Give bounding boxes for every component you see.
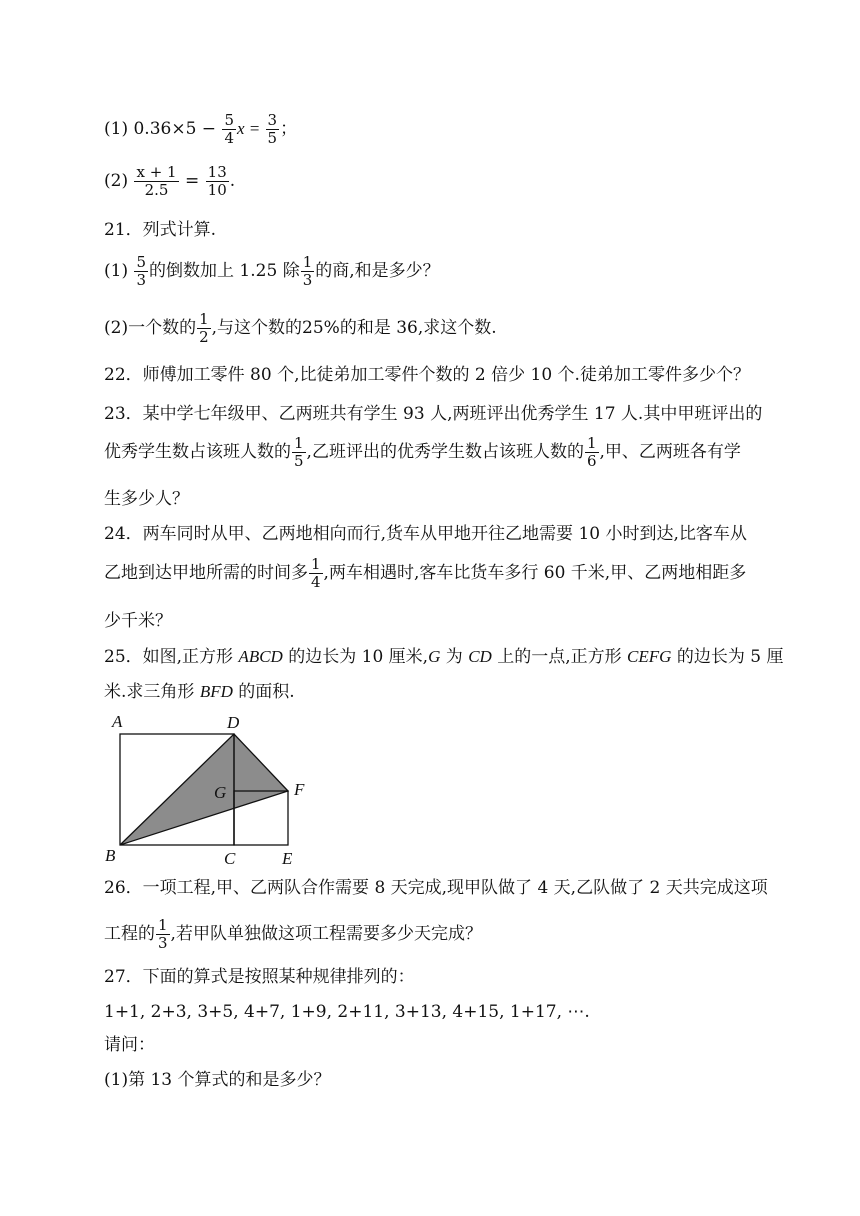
label-d: D: [227, 713, 240, 732]
geometry-figure: [100, 708, 330, 870]
q27-line4: (1)第 13 个算式的和是多少？: [104, 1070, 331, 1090]
label-f: F: [294, 780, 305, 799]
q23-line3: 生多少人？: [104, 489, 189, 509]
fraction: $\frac{13}{10}$: [207, 163, 227, 199]
label-e: E: [282, 849, 293, 868]
fraction: $\frac{1}{4}$: [311, 555, 321, 591]
fraction: $\frac{x + 1}{2.5}$: [136, 163, 177, 199]
q23-line2: 优秀学生数占该班人数的 $\frac{1}{5}$ ,乙班评出的优秀学生数占该班人数的 $\frac{1}{6}$ ,甲、乙两班各有学: [104, 434, 741, 470]
q27-line1: 27．下面的算式是按照某种规律排列的：: [104, 967, 415, 987]
label-g: G: [214, 783, 227, 802]
q21-part2: (2)一个数的 $\frac{1}{2}$ ,与这个数的25%的和是 36,求这个数.: [104, 310, 497, 346]
fraction: $\frac{1}{3}$: [302, 253, 313, 289]
triangle-bfd-shaded: [120, 734, 288, 845]
fraction: $\frac{5}{4}$: [224, 111, 234, 147]
q27-sequence: 1+1, 2+3, 3+5, 4+7, 1+9, 2+11, 3+13, 4+15, 1+17, ⋯.: [104, 1002, 590, 1022]
q21-part1: (1) $\frac{5}{3}$ 的倒数加上 1.25 除 $\frac{1}{3}$ 的商,和是多少？: [104, 253, 440, 289]
q26-line1: 26．一项工程,甲、乙两队合作需要 8 天完成,现甲队做了 4 天,乙队做了 2 天共完成这项: [104, 878, 768, 898]
q26-line2: 工程的 $\frac{1}{3}$ ,若甲队单独做这项工程需要多少天完成？: [104, 916, 482, 952]
q22: 22．师傅加工零件 80 个,比徒弟加工零件个数的 2 倍少 10 个.徒弟加工零件多少个？: [104, 365, 750, 385]
q21-title: 21．列式计算.: [104, 220, 217, 240]
fraction: $\frac{1}{2}$: [199, 310, 209, 346]
q24-line2: 乙地到达甲地所需的时间多 $\frac{1}{4}$ ,两车相遇时,客车比货车多行 60 千米,甲、乙两地相距多: [104, 555, 747, 591]
q20-part2: (2) $\frac{x + 1}{2.5}$ = $\frac{13}{10}$ .: [104, 163, 236, 199]
q20-part1: (1) 0.36×5 − $\frac{5}{4}$ x = $\frac{3}{5}$ ；: [104, 111, 298, 147]
q27-line3: 请问：: [104, 1035, 155, 1055]
q24-line3: 少千米？: [104, 611, 172, 631]
fraction: $\frac{1}{3}$: [158, 916, 168, 952]
label-c: C: [224, 849, 236, 868]
fraction: $\frac{1}{5}$: [294, 434, 304, 470]
fraction: $\frac{3}{5}$: [267, 111, 278, 147]
fraction: $\frac{5}{3}$: [136, 253, 147, 289]
q25-line1: 25．如图,正方形 ABCD 的边长为 10 厘米,G 为 CD 上的一点,正方形 CEFG 的边长为 5 厘: [104, 647, 784, 667]
fraction: $\frac{1}{6}$: [586, 434, 597, 470]
label-a: A: [112, 712, 123, 731]
q24-line1: 24．两车同时从甲、乙两地相向而行,货车从甲地开往乙地需要 10 小时到达,比客车从: [104, 524, 747, 544]
q23-line1: 23．某中学七年级甲、乙两班共有学生 93 人,两班评出优秀学生 17 人.其中甲班评出的: [104, 404, 763, 424]
label-b: B: [105, 846, 116, 865]
q25-line2: 米.求三角形 BFD 的面积.: [104, 682, 295, 702]
